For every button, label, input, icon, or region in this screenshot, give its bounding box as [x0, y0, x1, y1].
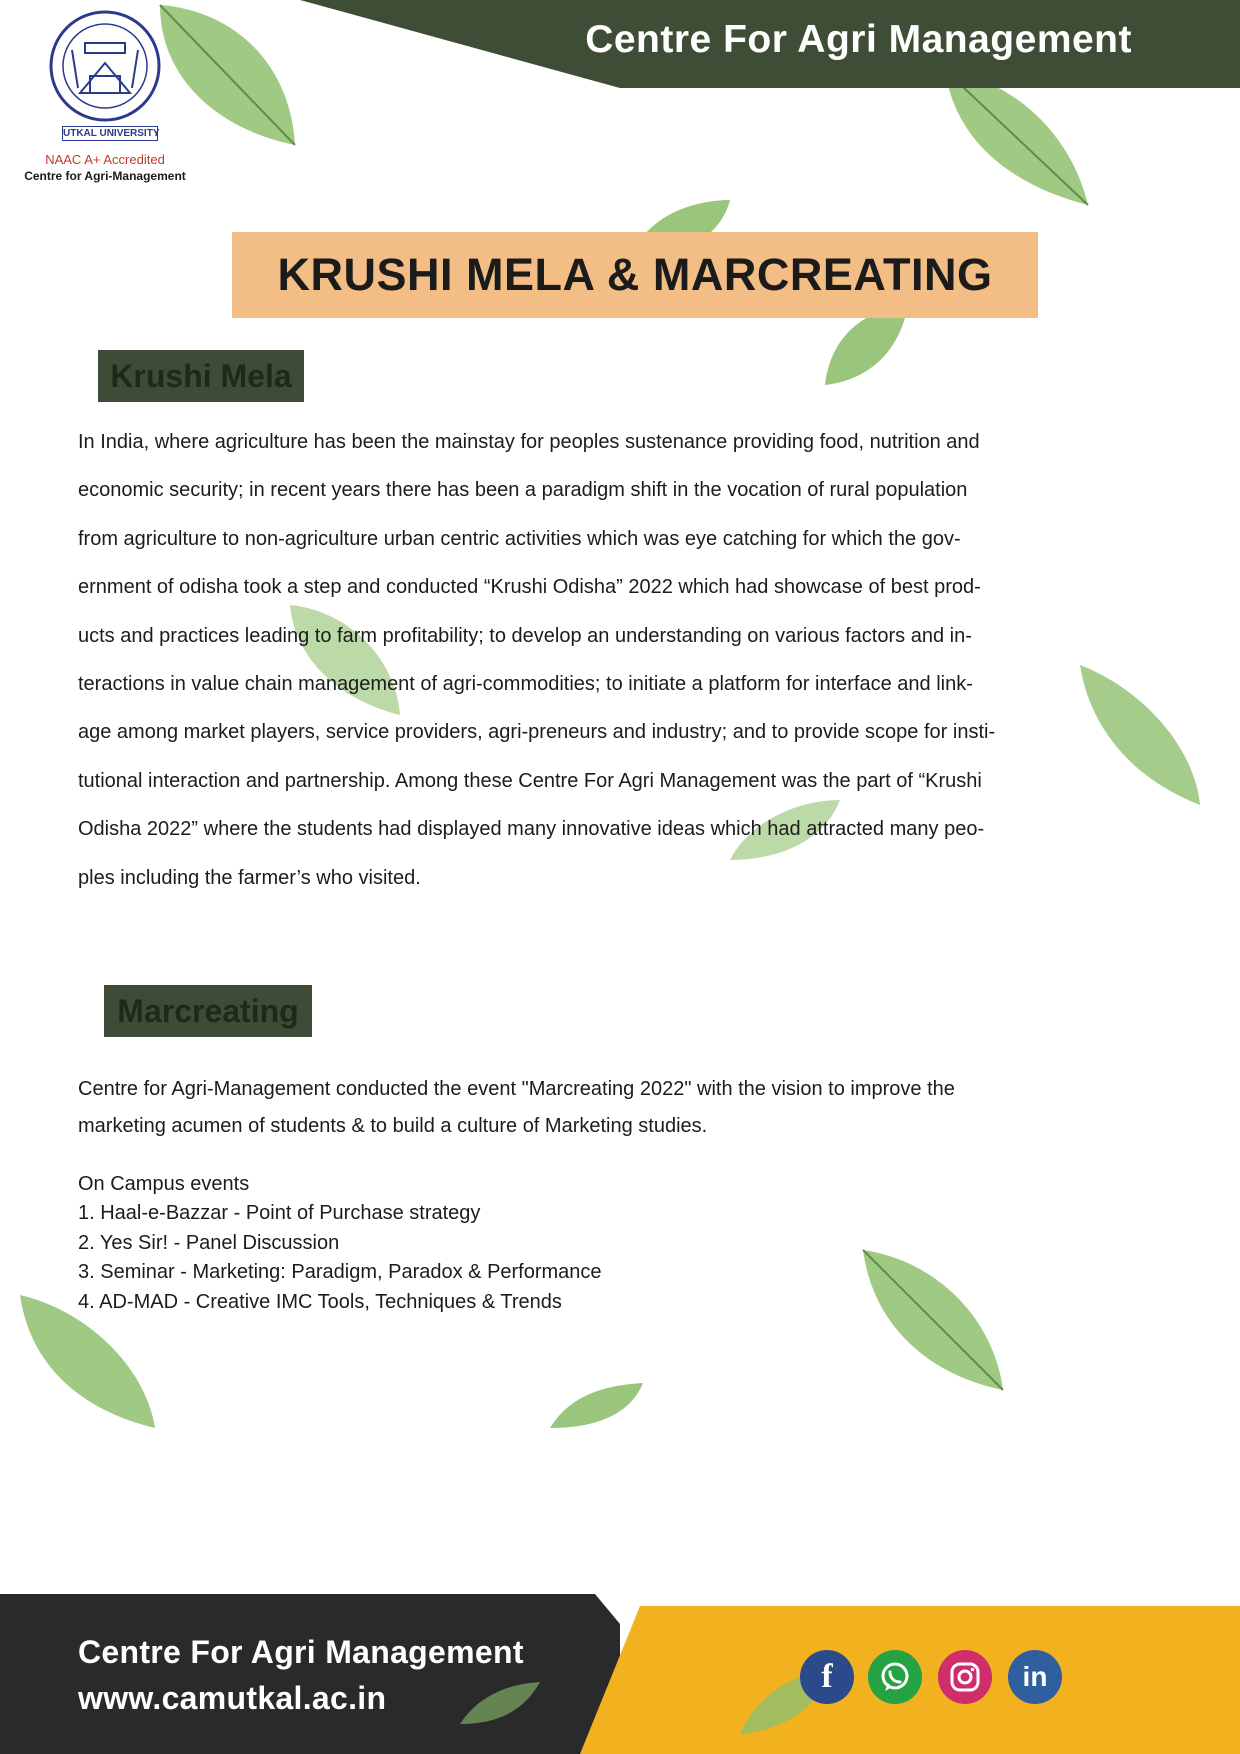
paragraph-line: Odisha 2022” where the students had displayed many innovative ideas which had attracted many peo- — [78, 818, 985, 841]
main-title: KRUSHI MELA & MARCREATING — [277, 249, 993, 300]
university-seal-icon — [10, 8, 200, 128]
leaf-decoration — [545, 1380, 645, 1430]
paragraph-line: ernment of odisha took a step and conducted “Krushi Odisha” 2022 which had showcase of best prod- — [78, 576, 981, 599]
whatsapp-glyph-icon — [878, 1660, 912, 1694]
paragraph-line: tutional interaction and partnership. Among these Centre For Agri Management was the part of “Krushi — [78, 769, 982, 792]
header-title: Centre For Agri Management — [585, 18, 1132, 61]
section-heading-label: Marcreating — [117, 992, 299, 1029]
facebook-glyph: f — [821, 1658, 833, 1695]
linkedin-icon[interactable] — [1008, 1650, 1062, 1704]
paragraph-line: ucts and practices leading to farm profitability; to develop an understanding on various factors and in- — [78, 624, 972, 647]
paragraph-line: ples including the farmer’s who visited. — [78, 866, 421, 889]
paragraph-line: In India, where agriculture has been the mainstay for peoples sustenance providing food, nutrition and — [78, 431, 980, 453]
leaf-decoration — [858, 1245, 1008, 1395]
event-item: 4. AD-MAD - Creative IMC Tools, Techniques & Trends — [78, 1290, 562, 1313]
paragraph-line: Centre for Agri-Management conducted the event "Marcreating 2022" with the vision to improve the — [78, 1078, 955, 1100]
paragraph-line: marketing acumen of students & to build a culture of Marketing studies. — [78, 1115, 708, 1137]
section-heading-label: Krushi Mela — [110, 357, 292, 394]
instagram-icon[interactable] — [938, 1650, 992, 1704]
facebook-icon[interactable] — [800, 1650, 854, 1704]
paragraph-line: teractions in value chain management of agri-commodities; to initiate a platform for interface and link- — [78, 673, 973, 696]
paragraph-line: economic security; in recent years there has been a paradigm shift in the vocation of rural population — [78, 479, 968, 502]
paragraph-line: from agriculture to non-agriculture urban centric activities which was eye catching for which the gov- — [78, 527, 961, 550]
krushi-mela-paragraph — [78, 418, 1108, 902]
paragraph-line: age among market players, service providers, agri-preneurs and industry; and to provide scope for insti- — [78, 721, 996, 744]
section-heading-marcreating — [104, 985, 312, 1037]
logo-university-name: UTKAL UNIVERSITY — [63, 128, 160, 139]
footer-website-link[interactable]: www.camutkal.ac.in — [78, 1680, 387, 1716]
utkal-university-logo — [10, 8, 200, 183]
on-campus-events-list — [78, 1170, 602, 1317]
event-item: 1. Haal-e-Bazzar - Point of Purchase strategy — [78, 1202, 481, 1225]
instagram-glyph-icon — [949, 1661, 981, 1693]
event-item: 3. Seminar - Marketing: Paradigm, Paradox & Performance — [78, 1261, 602, 1284]
main-title-box — [232, 232, 1038, 318]
footer-centre-name: Centre For Agri Management — [78, 1634, 524, 1670]
event-item: 2. Yes Sir! - Panel Discussion — [78, 1231, 340, 1254]
logo-centre-name: Centre for Agri-Management — [24, 169, 186, 183]
linkedin-glyph: in — [1022, 1661, 1048, 1692]
marcreating-intro — [78, 1071, 1118, 1145]
whatsapp-icon[interactable] — [868, 1650, 922, 1704]
section-heading-krushi-mela — [98, 350, 304, 402]
events-heading: On Campus events — [78, 1173, 250, 1195]
logo-accreditation: NAAC A+ Accredited — [45, 152, 165, 167]
